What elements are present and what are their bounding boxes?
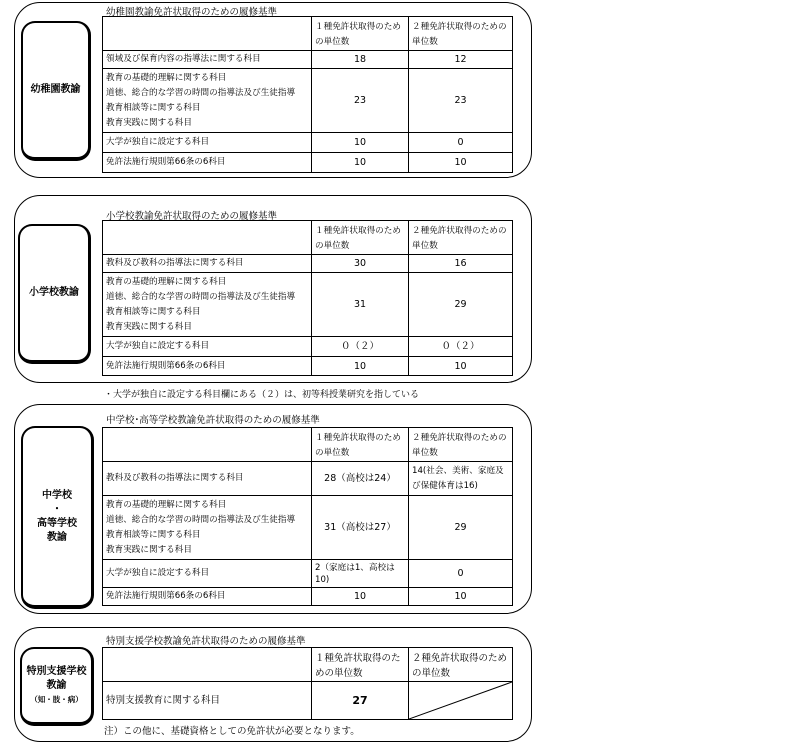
table-row [103, 69, 513, 133]
header-type2: ２種免許状取得のための単位数 [409, 221, 513, 255]
subject-cell: 大学が独自に設定する科目 [103, 133, 312, 153]
subject-cell: 領域及び保育内容の指導法に関する科目 [103, 51, 312, 69]
value-type2: 10 [409, 588, 513, 606]
value-type1: 10 [312, 133, 409, 153]
kindergarten-table [102, 16, 513, 173]
subject-cell: 免許法施行規則第66条の6科目 [103, 153, 312, 173]
value-type2: 14(社会、美術、家庭及び保健体育は16) [409, 462, 513, 496]
table-row [103, 588, 513, 606]
value-type2: 0 [409, 560, 513, 588]
header-type1: １種免許状取得のための単位数 [312, 221, 409, 255]
subject-cell: 教科及び教科の指導法に関する科目 [103, 462, 312, 496]
value-type1: 10 [312, 588, 409, 606]
value-type2: 16 [409, 255, 513, 273]
value-type2 [409, 682, 513, 720]
table-row [103, 337, 513, 357]
value-type2: ０（２） [409, 337, 513, 357]
table-row [103, 682, 513, 720]
table-row [103, 496, 513, 560]
value-type2: 10 [409, 153, 513, 173]
value-type1: 10 [312, 153, 409, 173]
value-type1: 18 [312, 51, 409, 69]
value-type2: 12 [409, 51, 513, 69]
header-type2: ２種免許状取得のための単位数 [409, 17, 513, 51]
value-type2: 29 [409, 496, 513, 560]
diagonal-slash [409, 682, 512, 719]
header-type2: ２種免許状取得のための単位数 [409, 428, 513, 462]
value-type1: 28（高校は24） [312, 462, 409, 496]
value-type2: 0 [409, 133, 513, 153]
table-row [103, 462, 513, 496]
value-type1: 30 [312, 255, 409, 273]
table-row [103, 153, 513, 173]
subject-cell: 特別支援教育に関する科目 [103, 682, 312, 720]
secondary-table [102, 427, 513, 606]
table-row [103, 428, 513, 462]
value-type1: 10 [312, 357, 409, 376]
table-row [103, 560, 513, 588]
value-type1: ０（２） [312, 337, 409, 357]
value-type2: 29 [409, 273, 513, 337]
subject-cell: 免許法施行規則第66条の6科目 [103, 357, 312, 376]
subject-cell: 免許法施行規則第66条の6科目 [103, 588, 312, 606]
special-support-label: 特別支援学校 教諭 （知・肢・病） [20, 647, 94, 726]
header-type1: １種免許状取得のための単位数 [312, 648, 409, 682]
table-row [103, 133, 513, 153]
value-type2: 23 [409, 69, 513, 133]
value-type1: 2（家庭は1、高校は10) [312, 560, 409, 588]
header-type1: １種免許状取得のための単位数 [312, 17, 409, 51]
header-type1: １種免許状取得のための単位数 [312, 428, 409, 462]
value-type1: 31 [312, 273, 409, 337]
table-row [103, 357, 513, 376]
table-row [103, 273, 513, 337]
table-row [103, 51, 513, 69]
secondary-title: 中学校･高等学校教諭免許状取得のための履修基準 [106, 415, 320, 426]
subject-cell: 大学が独自に設定する科目 [103, 337, 312, 357]
value-type1: 23 [312, 69, 409, 133]
value-type2: 10 [409, 357, 513, 376]
subject-cell: 教育の基礎的理解に関する科目 道徳、総合的な学習の時間の指導法及び生徒指導 教育相談等に関する科目 教育実践に関する科目 [103, 496, 312, 560]
elementary-title: 小学校教諭免許状取得のための履修基準 [106, 211, 278, 222]
subject-cell: 教育の基礎的理解に関する科目 道徳、総合的な学習の時間の指導法及び生徒指導 教育相談等に関する科目 教育実践に関する科目 [103, 69, 312, 133]
special-support-note: 注）この他に、基礎資格としての免許状が必要となります。 [104, 726, 360, 737]
kindergarten-title: 幼稚園教諭免許状取得のための履修基準 [106, 7, 278, 18]
table-row [103, 17, 513, 51]
value-type1: 27 [312, 682, 409, 720]
table-row [103, 221, 513, 255]
elementary-note: ・大学が独自に設定する科目欄にある（２）は、初等科授業研究を指している [104, 390, 420, 400]
special-support-table [102, 647, 513, 720]
table-row [103, 648, 513, 682]
subject-cell: 教科及び教科の指導法に関する科目 [103, 255, 312, 273]
elementary-label: 小学校教諭 [18, 224, 91, 364]
subject-cell: 教育の基礎的理解に関する科目 道徳、総合的な学習の時間の指導法及び生徒指導 教育相談等に関する科目 教育実践に関する科目 [103, 273, 312, 337]
elementary-table [102, 220, 513, 376]
kindergarten-label: 幼稚園教諭 [21, 21, 91, 161]
table-row [103, 255, 513, 273]
subject-cell: 大学が独自に設定する科目 [103, 560, 312, 588]
value-type1: 31（高校は27） [312, 496, 409, 560]
header-type2: ２種免許状取得のための単位数 [409, 648, 513, 682]
special-support-title: 特別支援学校教諭免許状取得のための履修基準 [106, 636, 306, 647]
secondary-label: 中学校 ・ 高等学校 教諭 [21, 426, 94, 609]
